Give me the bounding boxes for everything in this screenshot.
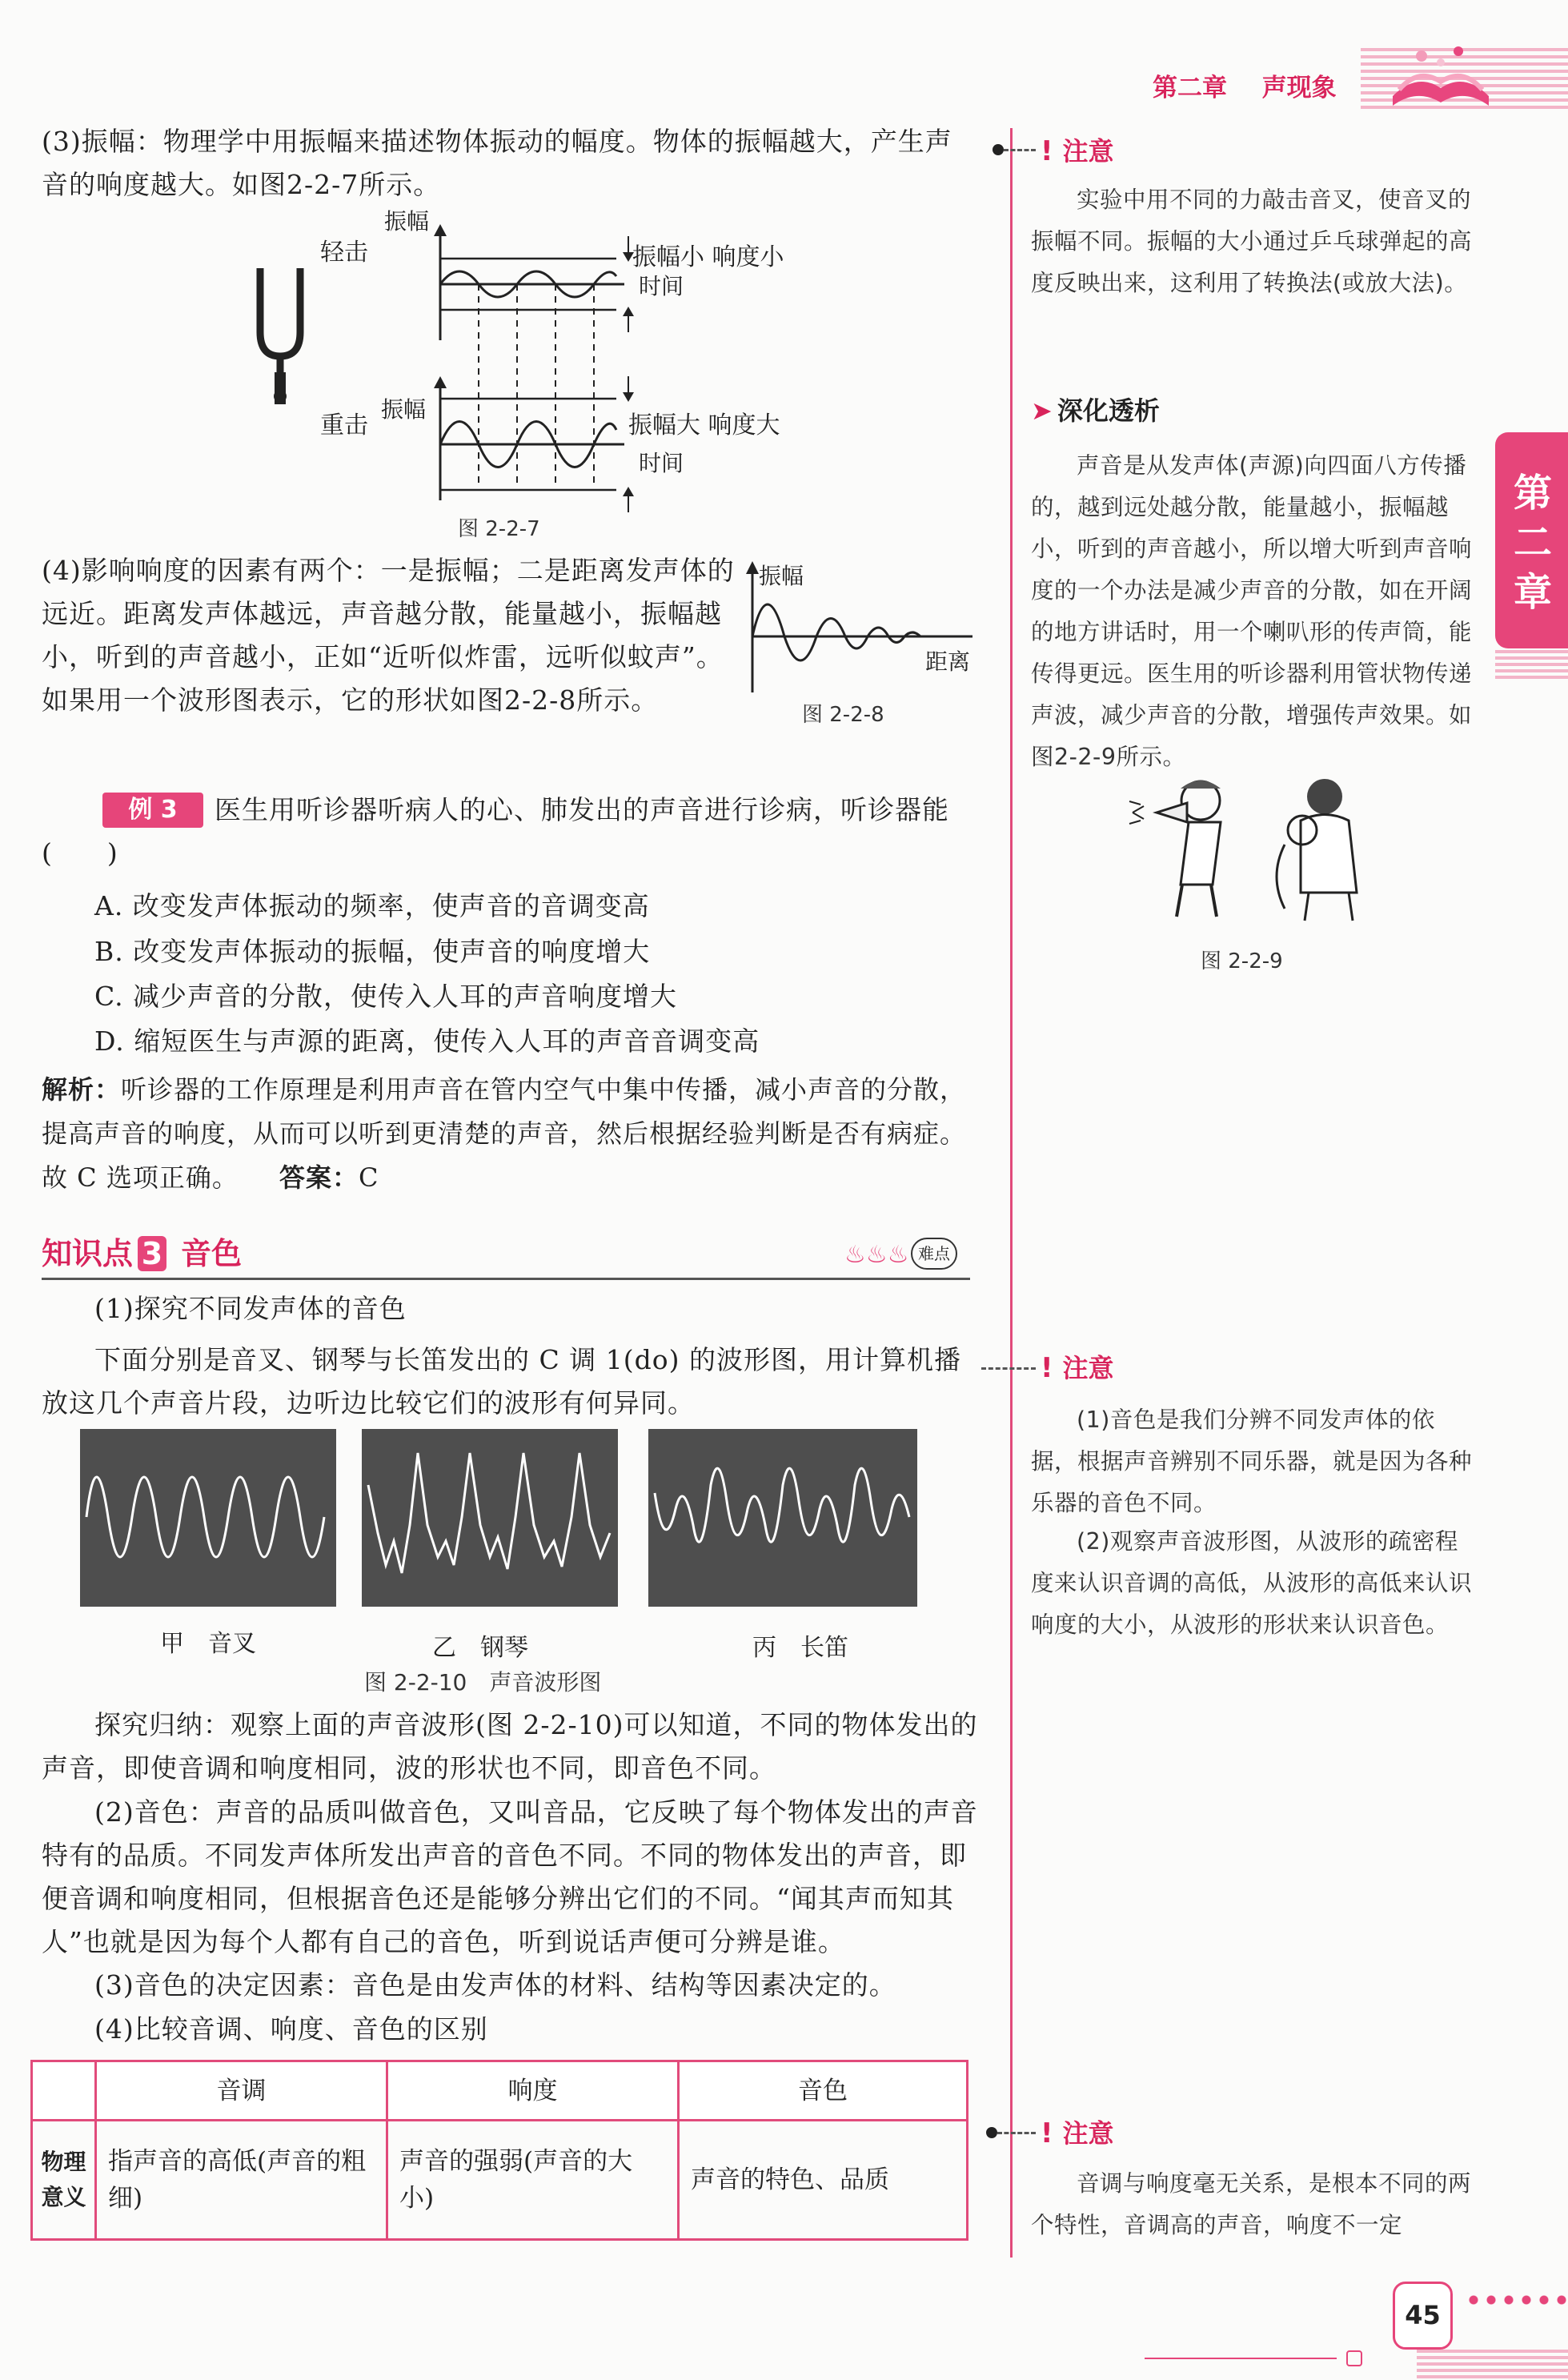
side-tab-char: 第	[1513, 471, 1552, 516]
table-row-label: 物理意义	[32, 2121, 96, 2240]
connector-line	[981, 1367, 1036, 1370]
footer-corner-stripes	[1417, 2350, 1568, 2380]
header-chapter	[1153, 67, 1337, 103]
waveform-flute	[648, 1429, 917, 1607]
alert-icon: !	[1041, 2117, 1053, 2149]
kp-label: 知识点	[42, 1236, 134, 1271]
difficulty-badge: 难点	[911, 1238, 957, 1270]
label-small-amp: 振幅小 响度小	[632, 243, 784, 271]
table-cell-timbre: 声音的特色、品质	[679, 2121, 968, 2240]
note2-title: 注意	[1062, 1353, 1114, 1383]
table-cell-pitch: 指声音的高低(声音的粗细)	[96, 2121, 387, 2240]
alert-icon: !	[1041, 135, 1053, 167]
connector-dot	[993, 144, 1004, 155]
figure-2-2-10-caption: 图 2-2-10 声音波形图	[364, 1669, 602, 1696]
flame-icon: ♨♨♨	[844, 1241, 909, 1269]
paragraph-compare: (4)比较音调、响度、音色的区别	[94, 2013, 488, 2045]
option-b: B. 改变发声体振动的振幅，使声音的响度增大	[94, 936, 651, 967]
table-header-timbre: 音色	[679, 2061, 968, 2121]
knowledge-point-header	[42, 1229, 242, 1273]
table-cell-loudness: 声音的强弱(声音的大小)	[387, 2121, 679, 2240]
footer-line	[1145, 2358, 1337, 2359]
label-light-strike: 轻击	[320, 239, 368, 267]
side-tab-stripes	[1495, 650, 1568, 682]
label-time-lower: 时间	[639, 450, 684, 476]
alert-icon: !	[1041, 1352, 1053, 1384]
label-amplitude-228: 振幅	[759, 563, 804, 589]
megaphone-stethoscope-illustration	[1125, 773, 1389, 925]
book-logo-icon	[1385, 40, 1497, 112]
answer-text: C	[359, 1162, 379, 1193]
connector-line	[997, 2132, 1036, 2134]
table-row	[32, 2121, 968, 2240]
note2-text-b: (2)观察声音波形图，从波形的疏密程度来认识音调的高低，从波形的高低来认识响度的大小，从波形的形状来认识音色。	[1031, 1528, 1473, 1638]
label-distance-228: 距离	[925, 648, 971, 675]
kp-underline	[42, 1278, 970, 1280]
paragraph-amplitude: (3)振幅：物理学中用振幅来描述物体振动的幅度。物体的振幅越大，产生声音的响度越大。如图2-2-7所示。	[42, 126, 952, 200]
table-header-row	[32, 2061, 968, 2121]
paragraph-explore-timbre: (1)探究不同发声体的音色	[94, 1293, 407, 1324]
waveform-tuning-fork	[80, 1429, 336, 1607]
label-amplitude-upper: 振幅	[384, 208, 430, 235]
table-header-loudness: 响度	[387, 2061, 679, 2121]
paragraph-loudness-factors: (4)影响响度的因素有两个：一是振幅；二是距离发声体的远近。距离发声体越远，声音越分散，能量越小，振幅越小，听到的声音越小，正如“近听似炸雷，远听似蚊声”。如果用一个波形图表示，它的形状如图2-2-8所示。	[42, 555, 735, 716]
note2-text-a: (1)音色是我们分辨不同发声体的依据，根据声音辨别不同乐器，就是因为各种乐器的音色不同。	[1031, 1407, 1473, 1516]
note3-header	[1041, 2113, 1114, 2150]
table-header-pitch: 音调	[96, 2061, 387, 2121]
option-c: C. 减少声音的分散，使传入人耳的声音响度增大	[94, 981, 678, 1012]
label-time-upper: 时间	[639, 273, 684, 299]
note3-title: 注意	[1062, 2118, 1114, 2149]
waveform-label-a: 甲 音叉	[160, 1630, 256, 1658]
deep-header	[1031, 391, 1160, 427]
header-topic-text: 声现象	[1261, 74, 1337, 102]
table-corner	[32, 2061, 96, 2121]
connector-line	[1004, 149, 1036, 151]
kp-number: 3	[138, 1236, 166, 1271]
deep-text: 声音是从发声体(声源)向四面八方传播的，越到远处越分散，能量越小，振幅越小，听到的声音越小，所以增大听到声音响度的一个办法是减少声音的分散，如在开阔的地方讲话时，用一个喇叭形的传声筒，能传得更远。医生用的听诊器利用管状物传递声波，减少声音的分散，增强传声效果。如图2-2-9所示。	[1031, 452, 1473, 770]
arrow-icon: ➤	[1031, 395, 1053, 426]
option-a: A. 改变发声体振动的频率，使声音的音调变高	[94, 890, 650, 921]
waveform-piano	[362, 1429, 618, 1607]
connector-dot	[986, 2127, 997, 2138]
example-tag: 例 3	[102, 793, 203, 828]
paragraph-timbre-factors: (3)音色的决定因素：音色是由发声体的材料、结构等因素决定的。	[94, 1969, 896, 2001]
option-d: D. 缩短医生与声源的距离，使传入人耳的声音音调变高	[94, 1025, 760, 1057]
label-amplitude-lower: 振幅	[381, 396, 427, 423]
note1-text: 实验中用不同的力敲击音叉，使音叉的振幅不同。振幅的大小通过乒乓球弹起的高度反映出来，这利用了转换法(或放大法)。	[1031, 187, 1473, 296]
deep-title: 深化透析	[1057, 395, 1160, 426]
page-number: 45	[1393, 2282, 1453, 2350]
side-tab-char: 二	[1513, 520, 1552, 565]
paragraph-timbre-definition: (2)音色：声音的品质叫做音色，又叫音品，它反映了每个物体发出的声音特有的品质。不同发声体所发出声音的音色不同。不同的物体发出的声音，即便音调和响度相同，但根据音色还是能够分辨出它们的不同。“闻其声而知其人”也就是因为每个人都有自己的音色，听到说话声便可分辨是谁。	[42, 1796, 978, 1957]
note3-text: 音调与响度毫无关系，是根本不同的两个特性，音调高的声音，响度不一定	[1031, 2170, 1472, 2238]
footer-square-icon	[1346, 2350, 1362, 2366]
waveform-label-c: 丙 长笛	[752, 1634, 848, 1662]
example-analysis	[42, 1068, 978, 1200]
analysis-label: 解析：	[42, 1074, 122, 1105]
label-heavy-strike: 重击	[320, 411, 368, 439]
paragraph-summary: 探究归纳：观察上面的声音波形(图 2-2-10)可以知道，不同的物体发出的声音，即使音调和响度相同，波的形状也不同，即音色不同。	[42, 1709, 978, 1784]
figure-2-2-8-caption: 图 2-2-8	[802, 703, 884, 727]
answer-label: 答案：	[279, 1162, 359, 1193]
figure-2-2-7-caption: 图 2-2-7	[458, 517, 540, 541]
footer-dots	[1465, 2294, 1568, 2306]
note1-header	[1041, 131, 1114, 168]
side-tab-char: 章	[1513, 570, 1552, 615]
label-large-amp: 振幅大 响度大	[628, 411, 780, 439]
header-chapter-text: 第二章	[1153, 74, 1227, 102]
kp-title: 音色	[181, 1236, 243, 1271]
column-divider	[1010, 128, 1013, 2258]
paragraph-explore-desc: 下面分别是音叉、钢琴与长笛发出的 C 调 1(do) 的波形图，用计算机播放这几个声音片段，边听边比较它们的波形有何异同。	[42, 1344, 961, 1419]
waveform-label-b: 乙 钢琴	[432, 1634, 528, 1662]
figure-2-2-9-caption: 图 2-2-9	[1201, 949, 1283, 973]
chapter-side-tab-text	[1505, 468, 1561, 617]
comparison-table	[30, 2060, 968, 2241]
analysis-text: 听诊器的工作原理是利用声音在管内空气中集中传播，减小声音的分散，提高声音的响度，从而可以听到更清楚的声音，然后根据经验判断是否有病症。故 C 选项正确。	[42, 1074, 967, 1193]
note1-title: 注意	[1062, 136, 1114, 167]
example-question: 医生用听诊器听病人的心、肺发出的声音进行诊病，听诊器能( )	[42, 794, 949, 869]
note2-header	[1041, 1348, 1114, 1385]
